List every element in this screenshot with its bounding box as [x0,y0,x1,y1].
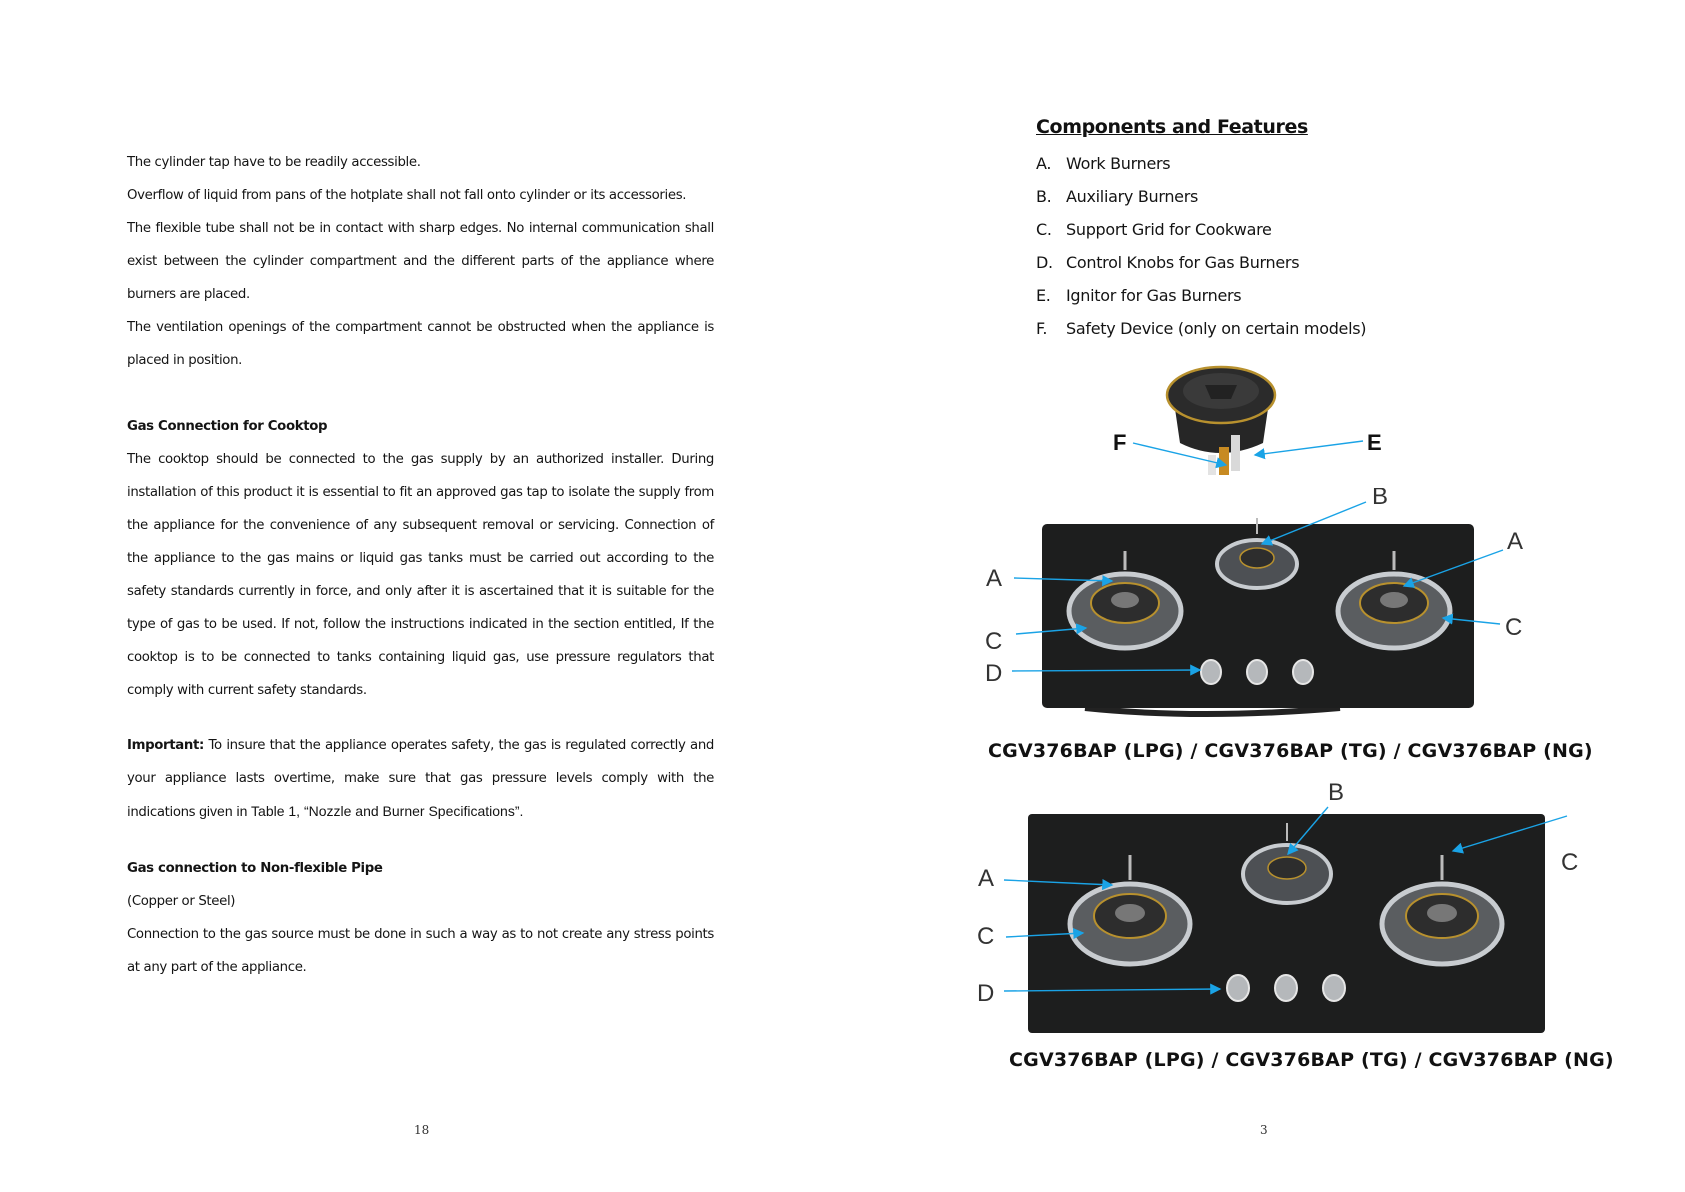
control-knobs-1 [1201,660,1313,684]
heading-gas-connection: Gas Connection for Cooktop [127,419,328,434]
paragraph-ventilation: The ventilation openings of the compartment cannot be obstructed when the appliance is placed in position. [127,320,714,368]
paragraph-cylinder-tap: The cylinder tap have to be readily accessible. [127,155,421,170]
feature-item-d [1036,253,1366,286]
components-title: Components and Features [1036,116,1308,138]
paragraph-nonflex: Connection to the gas source must be done in such a way as to not create any stress points at any part of the appliance. [127,927,714,975]
burner-detail-diagram [1105,355,1405,490]
feature-item-f [1036,319,1366,352]
model-caption-1: CGV376BAP (LPG) / CGV376BAP (TG) / CGV376BAP (NG) [988,740,1593,762]
left-page [0,0,842,1192]
feature-label: Work Burners [1066,154,1171,173]
heading-nonflex-pipe: Gas connection to Non-flexible Pipe [127,861,383,876]
leader-line-d [1012,670,1200,671]
feature-letter: C. [1036,220,1052,239]
important-tail: given in Table 1, “Nozzle and Burner Specifications”. [199,803,524,819]
burner-cap-illustration [1167,367,1275,475]
callout-b: B [1372,488,1389,510]
control-knobs-2 [1227,975,1345,1001]
feature-label: Support Grid for Cookware [1066,220,1272,239]
feature-item-e [1036,286,1366,319]
cooktop-diagram-1 [980,488,1540,723]
feature-list [1036,154,1366,352]
important-label: Important: [127,738,204,753]
paragraph-overflow: Overflow of liquid from pans of the hotplate shall not fall onto cylinder or its accessories. [127,188,687,203]
callout-c-right: C [1505,614,1523,641]
feature-letter: D. [1036,253,1053,272]
important-text: To insure that the appliance operates safety, the gas is regulated correctly and your appliance lasts overtime, make sure that gas pressure levels comply with the indications [127,738,714,820]
callout-d: D [985,660,1003,687]
page-number-right: 3 [1260,1123,1268,1137]
feature-item-b [1036,187,1366,220]
callout-b-2: B [1328,783,1345,806]
feature-label: Ignitor for Gas Burners [1066,286,1242,305]
paragraph-important [127,729,714,829]
feature-letter: E. [1036,286,1051,305]
feature-label: Safety Device (only on certain models) [1066,319,1367,338]
callout-c-right-2: C [1561,849,1579,876]
model-caption-2: CGV376BAP (LPG) / CGV376BAP (TG) / CGV376BAP (NG) [1009,1049,1614,1071]
callout-a-right: A [1507,528,1524,555]
feature-item-a [1036,154,1366,187]
leader-line-e [1255,441,1363,455]
feature-letter: B. [1036,187,1052,206]
callout-d-2: D [977,980,995,1007]
feature-item-c [1036,220,1366,253]
paragraph-gas-connection: The cooktop should be connected to the gas supply by an authorized installer. During installation of this product it is essential to fit an approved gas tap to isolate the supply from the appliance for the convenience of any subsequent removal or servicing. Connection of the appliance to the gas mains or liquid gas tanks must be carried out according to the safety standards currently in force, and only after it is ascertained that it is suitable for the type of gas to be used. If not, follow the instructions indicated in the section entitled, If the cooktop is to be connected to tanks containing liquid gas, use pressure regulators that comply with current safety standards. [127,452,714,698]
page-number-left: 18 [414,1123,430,1137]
callout-e: E [1367,430,1382,455]
callout-a-left: A [986,565,1003,592]
callout-a-2: A [978,865,995,892]
feature-label: Auxiliary Burners [1066,187,1199,206]
feature-label: Control Knobs for Gas Burners [1066,253,1300,272]
callout-c-left: C [985,628,1003,655]
callout-c-left-2: C [977,923,995,950]
subheading-copper-steel: (Copper or Steel) [127,894,236,909]
paragraph-flexible-tube: The flexible tube shall not be in contact with sharp edges. No internal communication shall exist between the cylinder compartment and the different parts of the appliance where burners are placed. [127,221,714,302]
cooktop-diagram-2 [972,783,1590,1038]
feature-letter: A. [1036,154,1052,173]
callout-f: F [1113,430,1127,455]
feature-letter: F. [1036,319,1048,338]
